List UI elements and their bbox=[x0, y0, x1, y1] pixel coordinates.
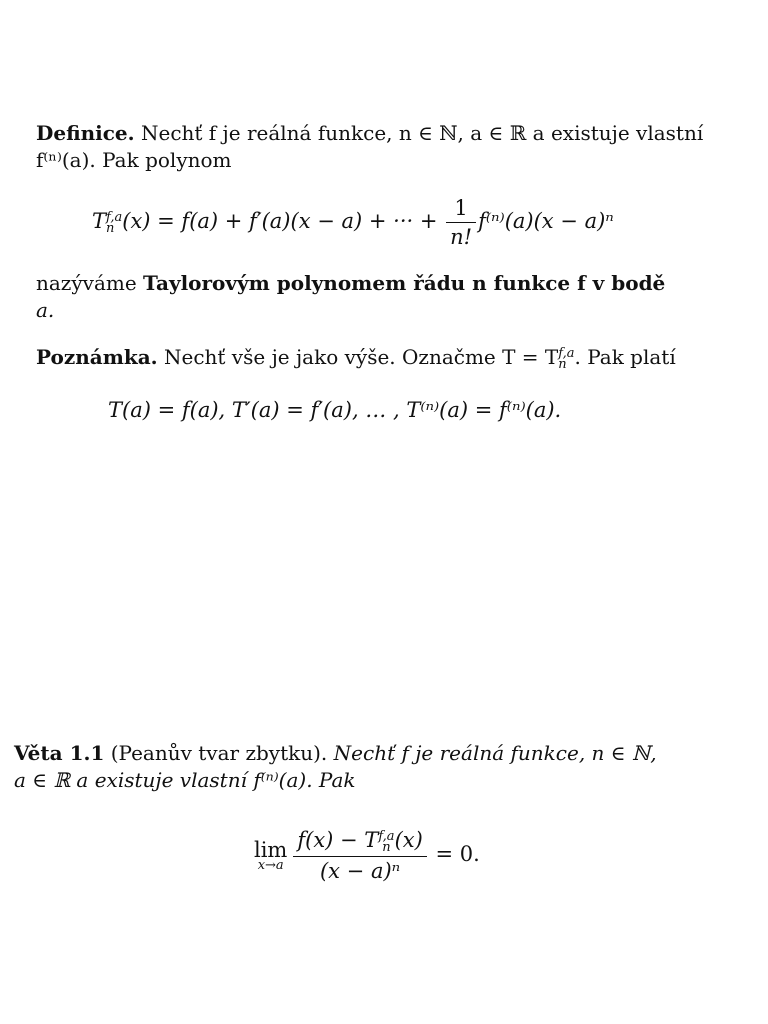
definition-line-2: f⁽ⁿ⁾(a). Pak polynom bbox=[36, 148, 232, 172]
theorem-subtitle: (Peanův tvar zbytku). bbox=[104, 741, 328, 765]
theorem-text-1: Nechť f je reálná funkce, n ∈ ℕ, bbox=[327, 741, 657, 765]
peano-limit-formula bbox=[254, 828, 480, 892]
fraction-numerator: 1 bbox=[446, 196, 476, 223]
remark-heading: Poznámka. bbox=[36, 345, 158, 369]
remark-text-pre: Nechť vše je jako výše. Označme T = T bbox=[157, 345, 559, 369]
definition-conclusion bbox=[36, 270, 736, 324]
formula-tail: f⁽ⁿ⁾(a)(x − a)ⁿ bbox=[478, 209, 614, 233]
theorem-block bbox=[14, 740, 762, 794]
definition-line-3-pre: nazýváme bbox=[36, 271, 144, 295]
limit-operator bbox=[254, 838, 287, 873]
definition-line-4: a. bbox=[36, 298, 55, 322]
limit-numerator-pre: f(x) − T bbox=[297, 828, 379, 852]
fraction-1-over-nfact bbox=[446, 196, 476, 249]
taylor-polynomial-formula bbox=[92, 196, 614, 252]
definition-heading: Definice. bbox=[36, 121, 135, 145]
theorem-line-1 bbox=[14, 740, 762, 767]
limit-subscript-n: n bbox=[382, 839, 391, 855]
limit-scripts bbox=[378, 830, 394, 854]
limit-numerator bbox=[293, 828, 426, 857]
remark-scripts bbox=[558, 347, 574, 371]
remark-superscript: f,a bbox=[558, 345, 575, 361]
formula-superscript: f,a bbox=[106, 209, 123, 225]
definition-line-1 bbox=[36, 120, 736, 147]
derivative-equality-formula: T(a) = f(a), T′(a) = f′(a), … , T⁽ⁿ⁾(a) = f⁽ⁿ⁾(a). bbox=[108, 398, 562, 422]
definition-text-1: Nechť f je reálná funkce, n ∈ ℕ, a ∈ ℝ a existuje vlastní bbox=[134, 121, 704, 145]
remark-line bbox=[36, 344, 736, 371]
limit-subscript: x→a bbox=[257, 857, 284, 873]
remark-subscript: n bbox=[558, 356, 567, 372]
formula-T: T bbox=[92, 209, 107, 233]
limit-label: lim bbox=[254, 837, 288, 862]
definition-line-3 bbox=[36, 270, 736, 297]
remark-text-post: . Pak platí bbox=[574, 345, 676, 369]
limit-superscript: f,a bbox=[378, 828, 395, 844]
formula-scripts bbox=[106, 211, 122, 235]
limit-numerator-post: (x) bbox=[394, 828, 423, 852]
fraction-denominator: n! bbox=[450, 225, 473, 249]
definition-block bbox=[36, 120, 736, 174]
limit-fraction bbox=[293, 828, 426, 883]
theorem-heading: Věta 1.1 bbox=[14, 741, 105, 765]
theorem-line-2: a ∈ ℝ a existuje vlastní f⁽ⁿ⁾(a). Pak bbox=[14, 768, 356, 792]
limit-rhs: = 0. bbox=[428, 841, 480, 866]
definition-term: Taylorovým polynomem řádu n funkce f v bodě bbox=[143, 271, 666, 295]
limit-denominator: (x − a)ⁿ bbox=[319, 858, 401, 883]
remark-block bbox=[36, 344, 736, 371]
formula-subscript: n bbox=[106, 220, 115, 236]
formula-middle: (x) = f(a) + f′(a)(x − a) + ··· + bbox=[122, 209, 445, 233]
